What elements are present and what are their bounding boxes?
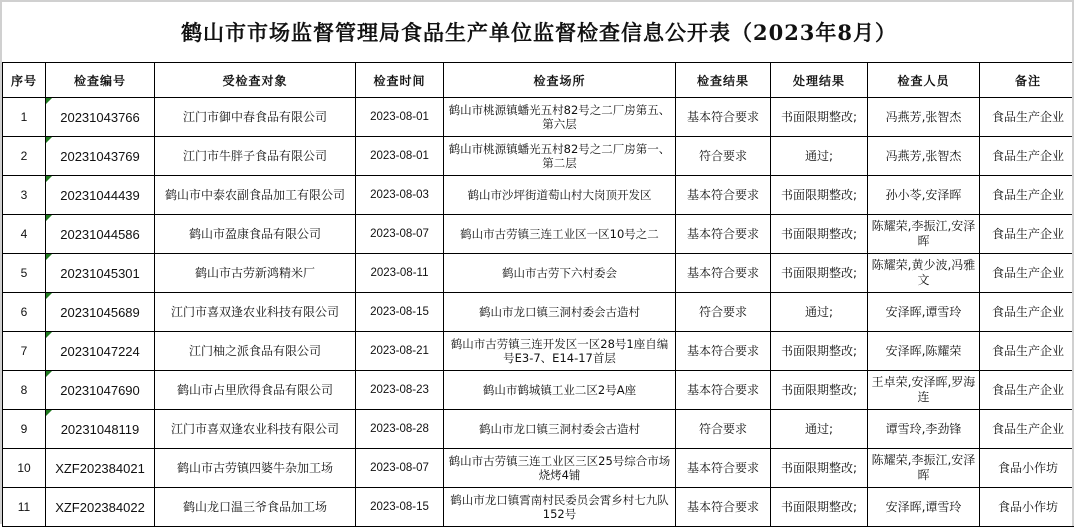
cell-result[interactable]: 基本符合要求 (676, 254, 771, 293)
cell-code[interactable] (46, 293, 155, 332)
cell-date[interactable]: 2023-08-01 (356, 137, 444, 176)
comment-indicator-icon (46, 254, 52, 260)
header-date[interactable]: 检查时间 (356, 63, 444, 98)
cell-seq[interactable]: 4 (3, 215, 46, 254)
cell-staff[interactable]: 安泽晖,谭雪玲 (868, 293, 980, 332)
cell-place[interactable]: 鹤山市沙坪街道萄山村大岗顶开发区 (444, 176, 676, 215)
cell-place[interactable]: 鹤山市龙口镇三洞村委会古造村 (444, 410, 676, 449)
cell-remark[interactable]: 食品生产企业 (980, 254, 1074, 293)
cell-result[interactable]: 基本符合要求 (676, 98, 771, 137)
cell-place[interactable]: 鹤山市古劳镇三连开发区一区28号1座自编号E3-7、E14-17首层 (444, 332, 676, 371)
cell-staff[interactable]: 冯燕芳,张智杰 (868, 98, 980, 137)
cell-action[interactable]: 书面限期整改; (771, 488, 868, 527)
cell-seq[interactable]: 11 (3, 488, 46, 527)
comment-indicator-icon (46, 215, 52, 221)
cell-seq[interactable]: 8 (3, 371, 46, 410)
cell-seq[interactable]: 7 (3, 332, 46, 371)
cell-result[interactable]: 符合要求 (676, 410, 771, 449)
comment-indicator-icon (46, 176, 52, 182)
cell-place[interactable]: 鹤山市古劳镇三连工业区三区25号综合市场烧烤4铺 (444, 449, 676, 488)
cell-remark[interactable]: 食品生产企业 (980, 332, 1074, 371)
cell-action[interactable]: 书面限期整改; (771, 176, 868, 215)
cell-target[interactable]: 江门市喜双逢农业科技有限公司 (155, 293, 356, 332)
cell-remark[interactable]: 食品生产企业 (980, 371, 1074, 410)
table-row (3, 176, 1074, 215)
cell-code[interactable] (46, 137, 155, 176)
cell-target[interactable]: 鹤山市占里欣得食品有限公司 (155, 371, 356, 410)
comment-indicator-icon (46, 137, 52, 143)
cell-target[interactable]: 鹤山市盈康食品有限公司 (155, 215, 356, 254)
cell-place[interactable]: 鹤山市桃源镇蟠光五村82号之二厂房第五、第六层 (444, 98, 676, 137)
table-row (3, 488, 1074, 527)
table-row (3, 98, 1074, 137)
table-row (3, 137, 1074, 176)
header-action[interactable]: 处理结果 (771, 63, 868, 98)
cell-seq[interactable]: 3 (3, 176, 46, 215)
cell-remark[interactable]: 食品小作坊 (980, 488, 1074, 527)
cell-code[interactable] (46, 332, 155, 371)
cell-code-text: XZF202384021 (55, 461, 145, 476)
header-place[interactable]: 检查场所 (444, 63, 676, 98)
cell-code[interactable] (46, 449, 155, 488)
cell-action[interactable]: 通过; (771, 293, 868, 332)
cell-date[interactable]: 2023-08-28 (356, 410, 444, 449)
cell-action[interactable]: 通过; (771, 410, 868, 449)
cell-result[interactable]: 基本符合要求 (676, 371, 771, 410)
cell-seq[interactable]: 9 (3, 410, 46, 449)
cell-result[interactable]: 基本符合要求 (676, 176, 771, 215)
cell-code-text: 20231043766 (60, 110, 140, 125)
cell-remark[interactable]: 食品小作坊 (980, 449, 1074, 488)
cell-result[interactable]: 符合要求 (676, 137, 771, 176)
cell-date[interactable]: 2023-08-11 (356, 254, 444, 293)
comment-indicator-icon (46, 371, 52, 377)
comment-indicator-icon (46, 332, 52, 338)
cell-code[interactable] (46, 371, 155, 410)
cell-place[interactable]: 鹤山市古劳镇三连工业区一区10号之二 (444, 215, 676, 254)
cell-code[interactable] (46, 410, 155, 449)
cell-staff[interactable]: 安泽晖,谭雪玲 (868, 488, 980, 527)
header-row (3, 63, 1074, 98)
cell-code-text: 20231047690 (60, 383, 140, 398)
header-code[interactable]: 检查编号 (46, 63, 155, 98)
cell-remark[interactable]: 食品生产企业 (980, 293, 1074, 332)
cell-code[interactable] (46, 176, 155, 215)
header-seq[interactable]: 序号 (3, 63, 46, 98)
cell-result[interactable]: 符合要求 (676, 293, 771, 332)
header-staff[interactable]: 检查人员 (868, 63, 980, 98)
cell-date[interactable]: 2023-08-03 (356, 176, 444, 215)
cell-remark[interactable]: 食品生产企业 (980, 215, 1074, 254)
cell-staff[interactable]: 陈耀荣,黄少波,冯雅文 (868, 254, 980, 293)
inspection-table (2, 62, 1074, 527)
cell-code[interactable] (46, 98, 155, 137)
cell-target[interactable]: 江门柚之派食品有限公司 (155, 332, 356, 371)
table-row (3, 215, 1074, 254)
cell-seq[interactable]: 2 (3, 137, 46, 176)
cell-seq[interactable]: 10 (3, 449, 46, 488)
cell-remark[interactable]: 食品生产企业 (980, 176, 1074, 215)
cell-place[interactable]: 鹤山市桃源镇蟠光五村82号之二厂房第一、第二层 (444, 137, 676, 176)
header-target[interactable]: 受检查对象 (155, 63, 356, 98)
cell-target[interactable]: 江门市御中春食品有限公司 (155, 98, 356, 137)
cell-place[interactable]: 鹤山市古劳下六村委会 (444, 254, 676, 293)
cell-seq[interactable]: 1 (3, 98, 46, 137)
cell-result[interactable]: 基本符合要求 (676, 215, 771, 254)
cell-seq[interactable]: 5 (3, 254, 46, 293)
cell-action[interactable]: 通过; (771, 137, 868, 176)
cell-action[interactable]: 书面限期整改; (771, 254, 868, 293)
table-row (3, 371, 1074, 410)
cell-code[interactable] (46, 215, 155, 254)
table-body (3, 98, 1074, 527)
cell-target[interactable]: 江门市喜双逢农业科技有限公司 (155, 410, 356, 449)
cell-code-text: 20231048119 (61, 422, 140, 437)
cell-target[interactable]: 鹤山市古劳新鸿精米厂 (155, 254, 356, 293)
cell-target[interactable]: 鹤山市古劳镇四婆牛杂加工场 (155, 449, 356, 488)
cell-code-text: 20231044586 (60, 227, 140, 242)
cell-action[interactable]: 书面限期整改; (771, 449, 868, 488)
cell-date[interactable]: 2023-08-01 (356, 98, 444, 137)
cell-staff[interactable]: 王卓荣,安泽晖,罗海连 (868, 371, 980, 410)
cell-action[interactable]: 书面限期整改; (771, 332, 868, 371)
cell-place[interactable]: 鹤山市龙口镇霄南村民委员会霄乡村七九队152号 (444, 488, 676, 527)
cell-date[interactable]: 2023-08-07 (356, 449, 444, 488)
cell-remark[interactable]: 食品生产企业 (980, 137, 1074, 176)
cell-result[interactable]: 基本符合要求 (676, 449, 771, 488)
table-row (3, 449, 1074, 488)
cell-target[interactable]: 鹤山市中泰农副食品加工有限公司 (155, 176, 356, 215)
table-row (3, 332, 1074, 371)
cell-staff[interactable]: 安泽晖,陈耀荣 (868, 332, 980, 371)
cell-staff[interactable]: 陈耀荣,李振江,安泽晖 (868, 215, 980, 254)
cell-staff[interactable]: 谭雪玲,李劲锋 (868, 410, 980, 449)
cell-target[interactable]: 鹤山龙口温三爷食品加工场 (155, 488, 356, 527)
cell-date[interactable]: 2023-08-23 (356, 371, 444, 410)
cell-date[interactable]: 2023-08-15 (356, 293, 444, 332)
cell-date[interactable]: 2023-08-21 (356, 332, 444, 371)
header-remark[interactable]: 备注 (980, 63, 1074, 98)
cell-remark[interactable]: 食品生产企业 (980, 98, 1074, 137)
table-row (3, 293, 1074, 332)
sheet-title: 鹤山市市场监督管理局食品生产单位监督检查信息公开表（2023年8月） (2, 2, 1074, 62)
cell-code-text: 20231045689 (60, 305, 140, 320)
cell-result[interactable]: 基本符合要求 (676, 332, 771, 371)
cell-staff[interactable]: 孙小苓,安泽晖 (868, 176, 980, 215)
cell-action[interactable]: 书面限期整改; (771, 215, 868, 254)
table-row (3, 410, 1074, 449)
cell-seq[interactable]: 6 (3, 293, 46, 332)
table-row (3, 254, 1074, 293)
cell-code-text: 20231044439 (60, 188, 140, 203)
cell-code-text: 20231047224 (60, 344, 140, 359)
comment-indicator-icon (46, 410, 52, 416)
cell-staff[interactable]: 陈耀荣,李振江,安泽晖 (868, 449, 980, 488)
cell-remark[interactable]: 食品生产企业 (980, 410, 1074, 449)
header-result[interactable]: 检查结果 (676, 63, 771, 98)
cell-action[interactable]: 书面限期整改; (771, 98, 868, 137)
cell-place[interactable]: 鹤山市龙口镇三洞村委会古造村 (444, 293, 676, 332)
cell-code-text: XZF202384022 (55, 500, 145, 515)
cell-place[interactable]: 鹤山市鹤城镇工业二区2号A座 (444, 371, 676, 410)
comment-indicator-icon (46, 293, 52, 299)
cell-code[interactable] (46, 488, 155, 527)
cell-result[interactable]: 基本符合要求 (676, 488, 771, 527)
cell-target[interactable]: 江门市牛胖子食品有限公司 (155, 137, 356, 176)
comment-indicator-icon (46, 98, 52, 104)
cell-code-text: 20231045301 (60, 266, 140, 281)
cell-code-text: 20231043769 (60, 149, 140, 164)
cell-staff[interactable]: 冯燕芳,张智杰 (868, 137, 980, 176)
cell-action[interactable]: 书面限期整改; (771, 371, 868, 410)
cell-date[interactable]: 2023-08-07 (356, 215, 444, 254)
cell-date[interactable]: 2023-08-15 (356, 488, 444, 527)
cell-code[interactable] (46, 254, 155, 293)
